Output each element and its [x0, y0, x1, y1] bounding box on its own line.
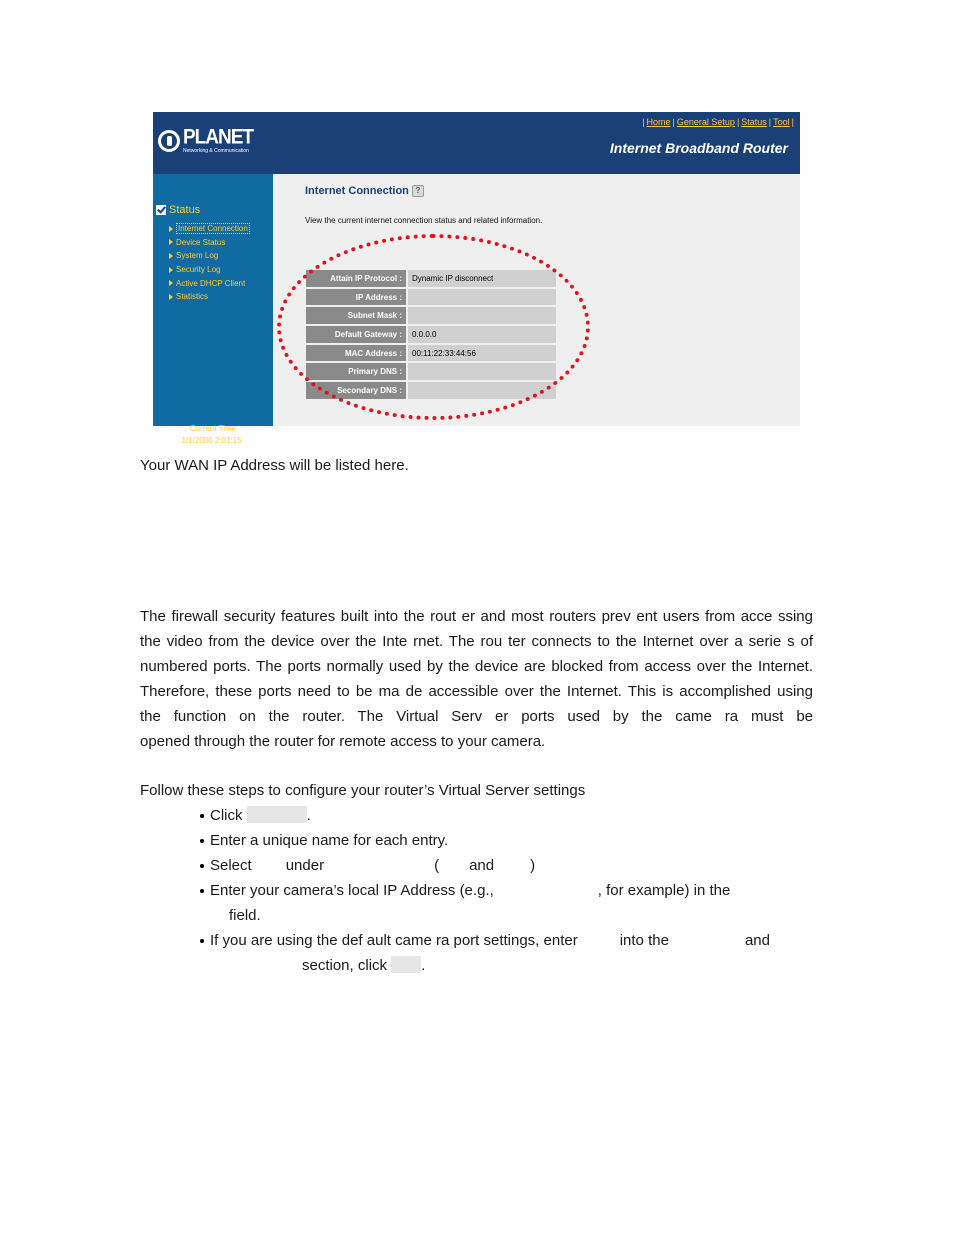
- paragraph-line: the function on the router. The Virtual Serv er ports used by the came ra must be: [140, 708, 813, 725]
- redacted-button-label: [247, 806, 307, 823]
- paragraph-line: opened through the router for remote access to your camera.: [140, 733, 546, 750]
- step-text: field.: [229, 907, 261, 924]
- planet-logo-icon: [158, 130, 180, 152]
- paragraph-line: The firewall security features built into the rout er and most routers prev ent users from acce ssing: [140, 608, 813, 625]
- row-label: IP Address :: [306, 289, 406, 306]
- step-text: ): [530, 857, 536, 874]
- redacted-button-label: [391, 956, 421, 973]
- step-text: , for example) in the: [597, 882, 731, 899]
- connection-info-table: [306, 268, 556, 401]
- sidebar-menu: [169, 222, 250, 304]
- sidebar-item-label: Active DHCP Client: [176, 278, 246, 288]
- list-item: [200, 928, 813, 978]
- arrow-right-icon: [169, 253, 173, 259]
- row-value: [406, 363, 556, 380]
- step-text: Enter your camera’s local IP Address (e.g.,: [210, 882, 494, 899]
- arrow-right-icon: [169, 226, 173, 232]
- step-text: Click: [210, 807, 243, 824]
- row-value: [406, 289, 556, 306]
- row-label: Default Gateway :: [306, 326, 406, 343]
- paragraph-line: numbered ports. The ports normally used by the device are blocked from access over the Internet.: [140, 658, 813, 675]
- paragraph-line: the video from the device over the Inte rnet. The rou ter connects to the Internet over a serie s of: [140, 633, 813, 650]
- arrow-right-icon: [169, 280, 173, 286]
- product-title: Internet Broadband Router: [609, 140, 788, 156]
- step-text: under: [285, 857, 325, 874]
- step-text: section, click: [302, 957, 388, 974]
- nav-home-link[interactable]: Home: [646, 117, 671, 127]
- table-row: [306, 270, 556, 287]
- help-icon[interactable]: ?: [412, 185, 424, 197]
- screenshot-caption: Your WAN IP Address will be listed here.: [140, 457, 409, 474]
- sidebar-item-security-log[interactable]: [169, 263, 250, 277]
- sidebar-item-statistics[interactable]: [169, 290, 250, 304]
- row-value: Dynamic IP disconnect: [406, 270, 556, 287]
- step-text: into the: [619, 932, 669, 949]
- list-item: [200, 853, 813, 878]
- page-title-text: Internet Connection: [305, 185, 409, 197]
- page-description: View the current internet connection status and related information.: [305, 216, 543, 225]
- sidebar-item-label: Statistics: [176, 292, 209, 302]
- sidebar-heading[interactable]: [156, 204, 200, 216]
- row-value: 00:11:22:33:44:56: [406, 345, 556, 362]
- step-text: Select: [210, 857, 252, 874]
- router-sidebar: [153, 174, 273, 445]
- sidebar-heading-label: Status: [169, 204, 201, 216]
- sidebar-item-label: System Log: [176, 251, 219, 261]
- sidebar-item-active-dhcp-client[interactable]: [169, 276, 250, 290]
- router-header: [153, 112, 800, 174]
- row-label: Subnet Mask :: [306, 307, 406, 324]
- table-row: [306, 307, 556, 324]
- sidebar-item-device-status[interactable]: [169, 236, 250, 250]
- step-text: If you are using the def ault came ra port settings, enter: [210, 932, 578, 949]
- nav-status-link[interactable]: Status: [741, 117, 767, 127]
- sidebar-item-label: Device Status: [176, 237, 226, 247]
- logo-name: PLANET: [183, 125, 253, 149]
- current-time-value: 1/1/2000 2:01:15: [181, 436, 242, 445]
- step-text: .: [421, 957, 426, 974]
- table-row: [306, 289, 556, 306]
- checkmark-icon: [156, 205, 166, 215]
- sidebar-item-internet-connection[interactable]: [169, 222, 250, 236]
- table-row: [306, 382, 556, 399]
- logo-tagline: Networking & Communication: [183, 148, 249, 154]
- table-row: [306, 345, 556, 362]
- table-row: [306, 363, 556, 380]
- arrow-right-icon: [169, 267, 173, 273]
- step-text: .: [306, 807, 311, 824]
- list-item: Enter a unique name for each entry.: [200, 828, 813, 853]
- arrow-right-icon: [169, 294, 173, 300]
- steps-intro: Follow these steps to configure your router’s Virtual Server settings: [140, 782, 586, 799]
- steps-list: [200, 803, 813, 978]
- step-text: and: [469, 857, 495, 874]
- nav-general-setup-link[interactable]: General Setup: [676, 117, 735, 127]
- router-screenshot: [153, 112, 800, 445]
- sidebar-item-label: Internet Connection: [178, 224, 248, 234]
- arrow-right-icon: [169, 239, 173, 245]
- sidebar-item-label: Security Log: [176, 265, 221, 275]
- row-value: [406, 382, 556, 399]
- row-label: MAC Address :: [306, 345, 406, 362]
- row-label: Primary DNS :: [306, 363, 406, 380]
- step-text: (: [434, 857, 440, 874]
- list-item: [200, 878, 813, 928]
- planet-logo: [158, 123, 253, 159]
- row-value: [406, 307, 556, 324]
- firewall-paragraph: [140, 604, 813, 754]
- row-value: 0.0.0.0: [406, 326, 556, 343]
- nav-tool-link[interactable]: Tool: [773, 117, 790, 127]
- row-label: Attain IP Protocol :: [306, 270, 406, 287]
- table-row: [306, 326, 556, 343]
- row-label: Secondary DNS :: [306, 382, 406, 399]
- top-navigation: | Home | General Setup | Status | Tool |: [642, 117, 794, 127]
- step-text: and: [744, 932, 770, 949]
- sidebar-item-system-log[interactable]: [169, 249, 250, 263]
- paragraph-line: Therefore, these ports need to be ma de accessible over the Internet. This is accomplished using: [140, 683, 813, 700]
- current-time-label: Current Time: [189, 424, 237, 433]
- list-item: [200, 803, 813, 828]
- page-title: [305, 185, 424, 197]
